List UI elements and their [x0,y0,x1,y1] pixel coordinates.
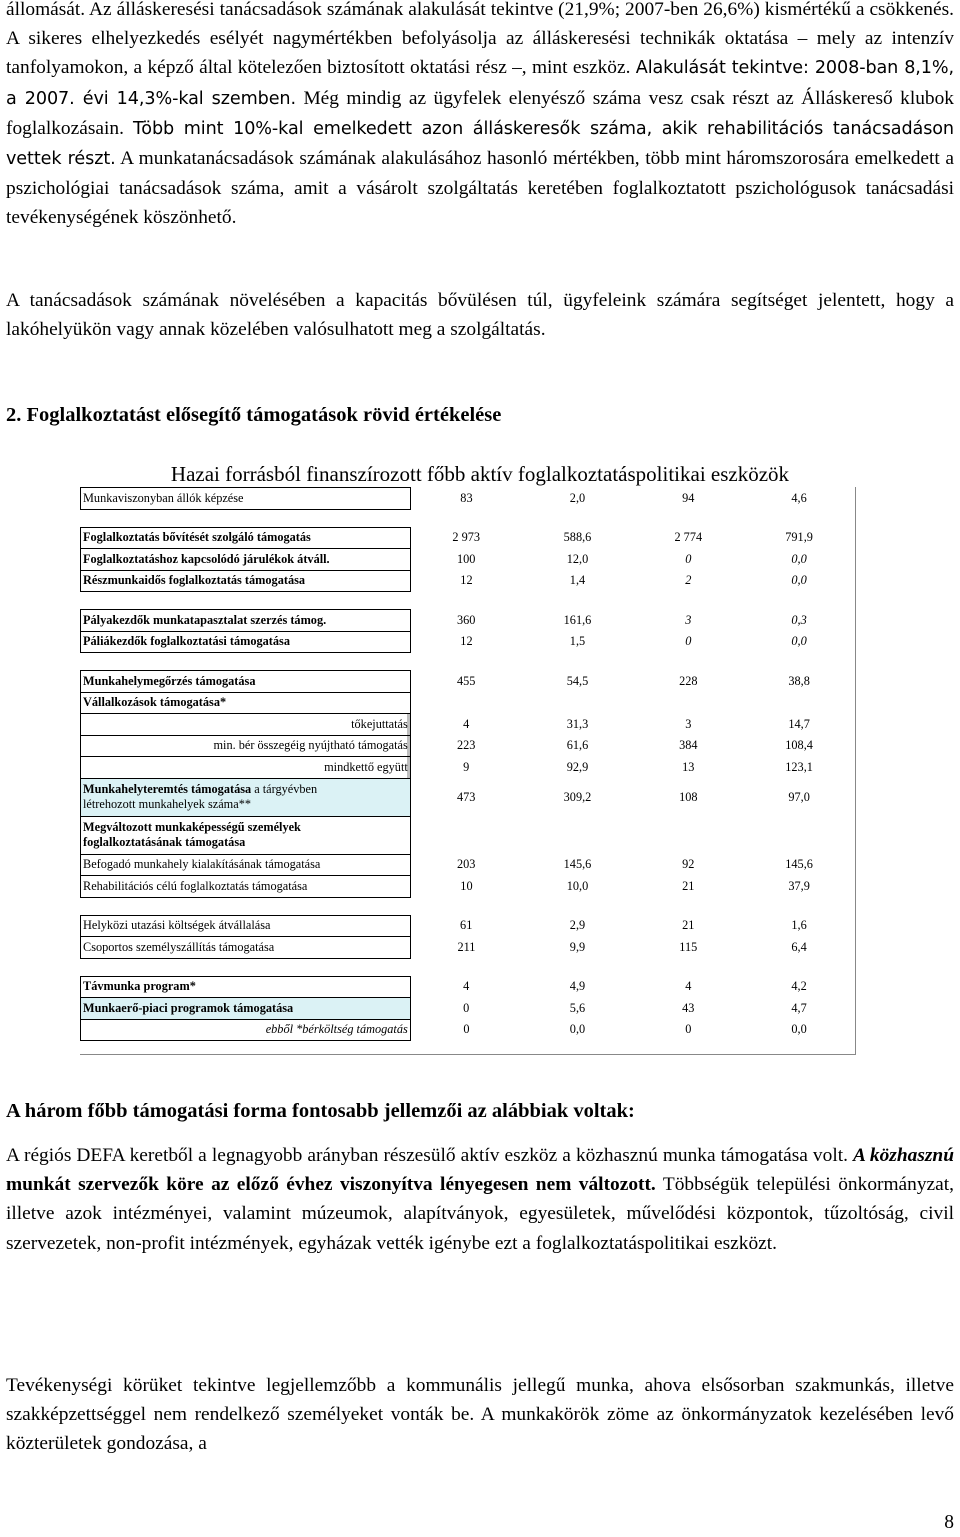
table-gap-cell [81,509,411,527]
table-cell-value: 145,6 [785,857,813,872]
table-cell-value: 9 [463,759,470,774]
table-gap-row [81,592,855,610]
table-row-label-line2: foglalkoztatásának támogatása [83,835,246,849]
table-gap-row [81,653,855,671]
table-gap-cell [410,509,522,527]
table-row-label: Pályakezdők munkatapasztalat szerzés támog. [81,610,411,632]
table-cell-value: 309,2 [563,789,592,804]
table-gap-cell [633,958,744,976]
paragraph-counseling-text-5: A munkatanácsadások számának alakulásához hasonló mértékben, több mint háromszorosára emelkedett a pszichológiai tanácsadások száma, amit a vásárolt szolgáltatás keretében foglalkoztatott pszichológusok tanácsadási tevékenységének köszönhető. [6,148,954,229]
table-cell-value: 1,6 [791,918,807,933]
table-cell-value: 2,0 [569,490,586,505]
paragraph-public-work-text-4: Többségük települési önkormányzat, illetve azok intézményei, valamint múzeumok, alapítványok, egyesületek, művelődési központok, tűzoltóság, civil szervezetek, non-profit intézmények, egyházak vették igénybe ezt a foglalkoztatáspolitikai eszközt. [6,1174,955,1254]
table-gap-cell [81,653,411,671]
table-cell-value: 4 [685,979,692,994]
table-gap-cell [410,653,522,671]
table-cell-value: 0 [463,1000,470,1015]
table-row [81,527,855,549]
table-row-label: Részmunkaidős foglalkoztatás támogatása [81,570,411,592]
table-row-label-line2: létrehozott munkahelyek száma** [83,797,251,811]
table-cell-value: 10,0 [566,878,589,893]
table-gap-cell [410,592,522,610]
table-cell-value: 38,8 [788,673,810,688]
table-row-label: Helyközi utazási költségek átvállalása [81,915,411,937]
table-title: Hazai forrásból finanszírozott főbb aktív foglalkoztatáspolitikai eszközök [170,462,790,486]
table-row-label [81,778,411,816]
table-cell-value: 4,6 [791,490,807,505]
active-tools-table [80,487,855,1041]
table-cell-value: 0,0 [569,1022,586,1037]
table-cell-value: 37,9 [788,878,810,893]
table-cell-value: 123,1 [785,759,813,774]
table-gap-cell [633,509,744,527]
table-gap-cell [522,958,633,976]
table-cell-value: 473 [456,789,476,804]
table-cell-value [522,692,633,714]
table-gap-row [81,958,855,976]
table-row-label: Munkahelymegőrzés támogatása [81,671,411,693]
table-gap-cell [522,509,633,527]
table-gap-cell [744,958,855,976]
table-cell-value: 12 [460,634,473,649]
table-row [81,778,855,816]
table-cell-value: 97,0 [788,789,810,804]
table-row [81,549,855,571]
table-row-label: tőkejuttatás [81,714,411,736]
table-cell-value: 92 [682,857,695,872]
table-cell-value: 0,0 [791,551,807,566]
table-cell-value: 61 [460,918,473,933]
table-row-label-rest: a tárgyévben [251,782,318,796]
table-gap-row [81,897,855,915]
table-cell-value: 161,6 [563,612,592,627]
paragraph-public-work-text-1: A régiós DEFA keretből a legnagyobb arányban részesülő aktív eszköz a közhasznú munka támogatása volt. [6,1145,848,1166]
paragraph-counseling [6,0,954,233]
table-cell-value [744,816,855,854]
table-gap-cell [410,897,522,915]
paragraph-capacity: A tanácsadások számának növelésében a kapacitás bővülésen túl, ügyfeleink számára segítséget jelentett, hogy a lakóhelyükön vagy annak közelében valósulhatott meg a szolgáltatás. [6,290,954,341]
table-cell-value: 0,0 [791,1022,807,1037]
table-cell-value: 203 [456,857,476,872]
table-cell-value: 14,7 [788,716,810,731]
table-cell-value: 0 [685,1022,692,1037]
page-number: 8 [944,1512,954,1533]
table-row [81,937,855,959]
table-cell-value: 0 [685,634,692,649]
table-cell-value: 12 [460,573,473,588]
table-row [81,610,855,632]
table-cell-value: 43 [682,1000,695,1015]
table-row-label: Foglalkoztatáshoz kapcsolódó járulékok átváll. [81,549,411,571]
table-cell-value: 145,6 [563,857,592,872]
table-gap-cell [633,592,744,610]
paragraph-public-work-bold: munkát szervezők köre az előző évhez viszonyítva lényegesen nem változott. [6,1174,656,1196]
table-cell-value: 3 [685,612,692,627]
table-cell-value: 455 [456,673,476,688]
table-cell-value: 0,3 [791,612,807,627]
table-row-label: Foglalkoztatás bővítését szolgáló támogatás [81,527,411,549]
table-cell-value: 108,4 [785,738,813,753]
table-row-label-line1: Megváltozott munkaképességű személyek [83,820,301,834]
table-row [81,998,855,1020]
table-cell-value: 4 [463,979,470,994]
table-row-label: Munkaviszonyban állók képzése [81,488,411,510]
table-cell-value: 1,4 [569,573,586,588]
table-cell-value [522,816,633,854]
table-gap-cell [81,958,411,976]
table-row-label [81,816,411,854]
paragraph-counseling-text-4: Több mint 10%-kal emelkedett azon álláskeresők száma, akik rehabilitációs tanácsadáson vettek részt. [6,118,954,170]
table-row-label: Befogadó munkahely kialakításának támogatása [81,854,411,876]
table-cell-value: 108 [679,789,698,804]
table-gap-cell [633,897,744,915]
paragraph-counseling-text-2: Alakulását tekintve: 2008-ban 8,1%, a 2007. évi 14,3%-kal szemben. [6,58,954,109]
table-row [81,692,855,714]
table-row-label: Vállalkozások támogatása* [81,692,411,714]
table-cell-value: 0,0 [791,634,807,649]
table-cell-value: 12,0 [566,551,589,566]
table-cell-value: 100 [456,551,476,566]
table-row-label: Rehabilitációs célú foglalkoztatás támogatása [81,876,411,898]
table-gap-cell [522,897,633,915]
table-cell-value: 21 [682,878,695,893]
table-cell-value [410,816,522,854]
paragraph-activity: Tevékenységi körüket tekintve legjellemzőbb a kommunális jellegű munka, ahova elsősorban szakmunkás, illetve szakképzettséggel nem rendelkező személyeket vonták be. A munkakörök zöme az önkormányzatok kezelésében levő közterületek gondozása, a [6,1375,954,1455]
table-cell-value: 21 [682,918,695,933]
table-cell-value: 0 [463,1022,470,1037]
table-row [81,735,855,757]
table-cell-value: 588,6 [563,530,592,545]
table-cell-value [633,692,744,714]
table-cell-value: 54,5 [566,673,589,688]
table-cell-value: 31,3 [566,716,589,731]
table-row-label-bold: Munkahelyteremtés támogatása [83,782,252,796]
table-cell-value: 384 [679,738,698,753]
table-cell-value: 4,9 [569,979,586,994]
table-gap-cell [522,653,633,671]
table-cell-value: 10 [460,878,473,893]
table-row-label: Csoportos személyszállítás támogatása [81,937,411,959]
table-gap-cell [744,653,855,671]
table-gap-cell [633,653,744,671]
table-row [81,488,855,510]
table-cell-value: 115 [679,939,698,954]
table-gap-row [81,509,855,527]
table-cell-value: 791,9 [785,530,813,545]
table-row [81,976,855,998]
table-cell-value: 223 [456,738,476,753]
table-gap-cell [410,958,522,976]
table-cell-value [633,816,744,854]
table-cell-value: 2 774 [674,530,703,545]
table-gap-cell [81,592,411,610]
table-row [81,1019,855,1041]
table-cell-value: 4 [463,716,470,731]
table-cell-value: 0,0 [791,573,807,588]
table-cell-value: 4,7 [791,1000,807,1015]
table-cell-value: 5,6 [569,1000,586,1015]
table-cell-value: 2 973 [452,530,481,545]
table-row [81,714,855,736]
paragraph-public-work-emphasis: A közhasznú [853,1145,954,1166]
paragraph-public-work [6,1141,954,1258]
table-gap-cell [744,897,855,915]
paragraph-counseling-text-1: állomását. Az álláskeresési tanácsadások számának alakulását tekintve (21,9%; 2007-ben 26,6%) kismértékű a csökkenés. A sikeres elhelyezkedés esélyét nagymértékben befolyásolja az álláskeresési technikák oktatása – mely az intenzív tanfolyamokon, a képző által kötelezően biztosított oktatási rész –, mint eszköz. [6,0,954,79]
table-row [81,631,855,653]
table-row-label: Munkaerő-piaci programok támogatása [81,998,411,1020]
table-gap-cell [81,897,411,915]
table-cell-value: 9,9 [569,939,586,954]
table-row [81,570,855,592]
table-row [81,816,855,854]
paragraph-counseling-text-3: Még mindig az ügyfelek elenyésző száma vesz csak részt az Álláskereső klubok foglalkozásain. [6,87,955,139]
table-cell-value: 2 [685,573,692,588]
table-cell-value: 6,4 [791,939,807,954]
table-cell-value: 61,6 [566,738,589,753]
table-cell-value [410,692,522,714]
table-row-label: mindkettő együtt [81,757,411,779]
table-cell-value: 0 [685,551,692,566]
table-cell-value: 4,2 [791,979,807,994]
table-cell-value: 1,5 [569,634,586,649]
section-heading: 2. Foglalkoztatást elősegítő támogatások rövid értékelése [6,404,502,426]
table-row [81,876,855,898]
table-gap-cell [744,509,855,527]
table-cell-value: 2,9 [569,918,586,933]
table-row [81,915,855,937]
table-gap-cell [522,592,633,610]
subheading-main-forms: A három főbb támogatási forma fontosabb jellemzői az alábbiak voltak: [6,1100,635,1122]
table-row-label: Távmunka program* [81,976,411,998]
table-cell-value: 360 [456,612,476,627]
table-row [81,757,855,779]
table-cell-value [744,692,855,714]
table-row [81,854,855,876]
table-cell-value: 92,9 [566,759,589,774]
table-cell-value: 3 [685,716,692,731]
table-cell-value: 94 [682,490,695,505]
table-cell-value: 13 [682,759,695,774]
table-row [81,671,855,693]
table-row-label: ebből *bérköltség támogatás [81,1019,411,1041]
table-cell-value: 228 [679,673,698,688]
table-cell-value: 83 [460,490,473,505]
table-row-label: Páliákezdők foglalkoztatási támogatása [81,631,411,653]
table-gap-cell [744,592,855,610]
table-row-label: min. bér összegéig nyújtható támogatás [81,735,411,757]
table-cell-value: 211 [457,939,476,954]
